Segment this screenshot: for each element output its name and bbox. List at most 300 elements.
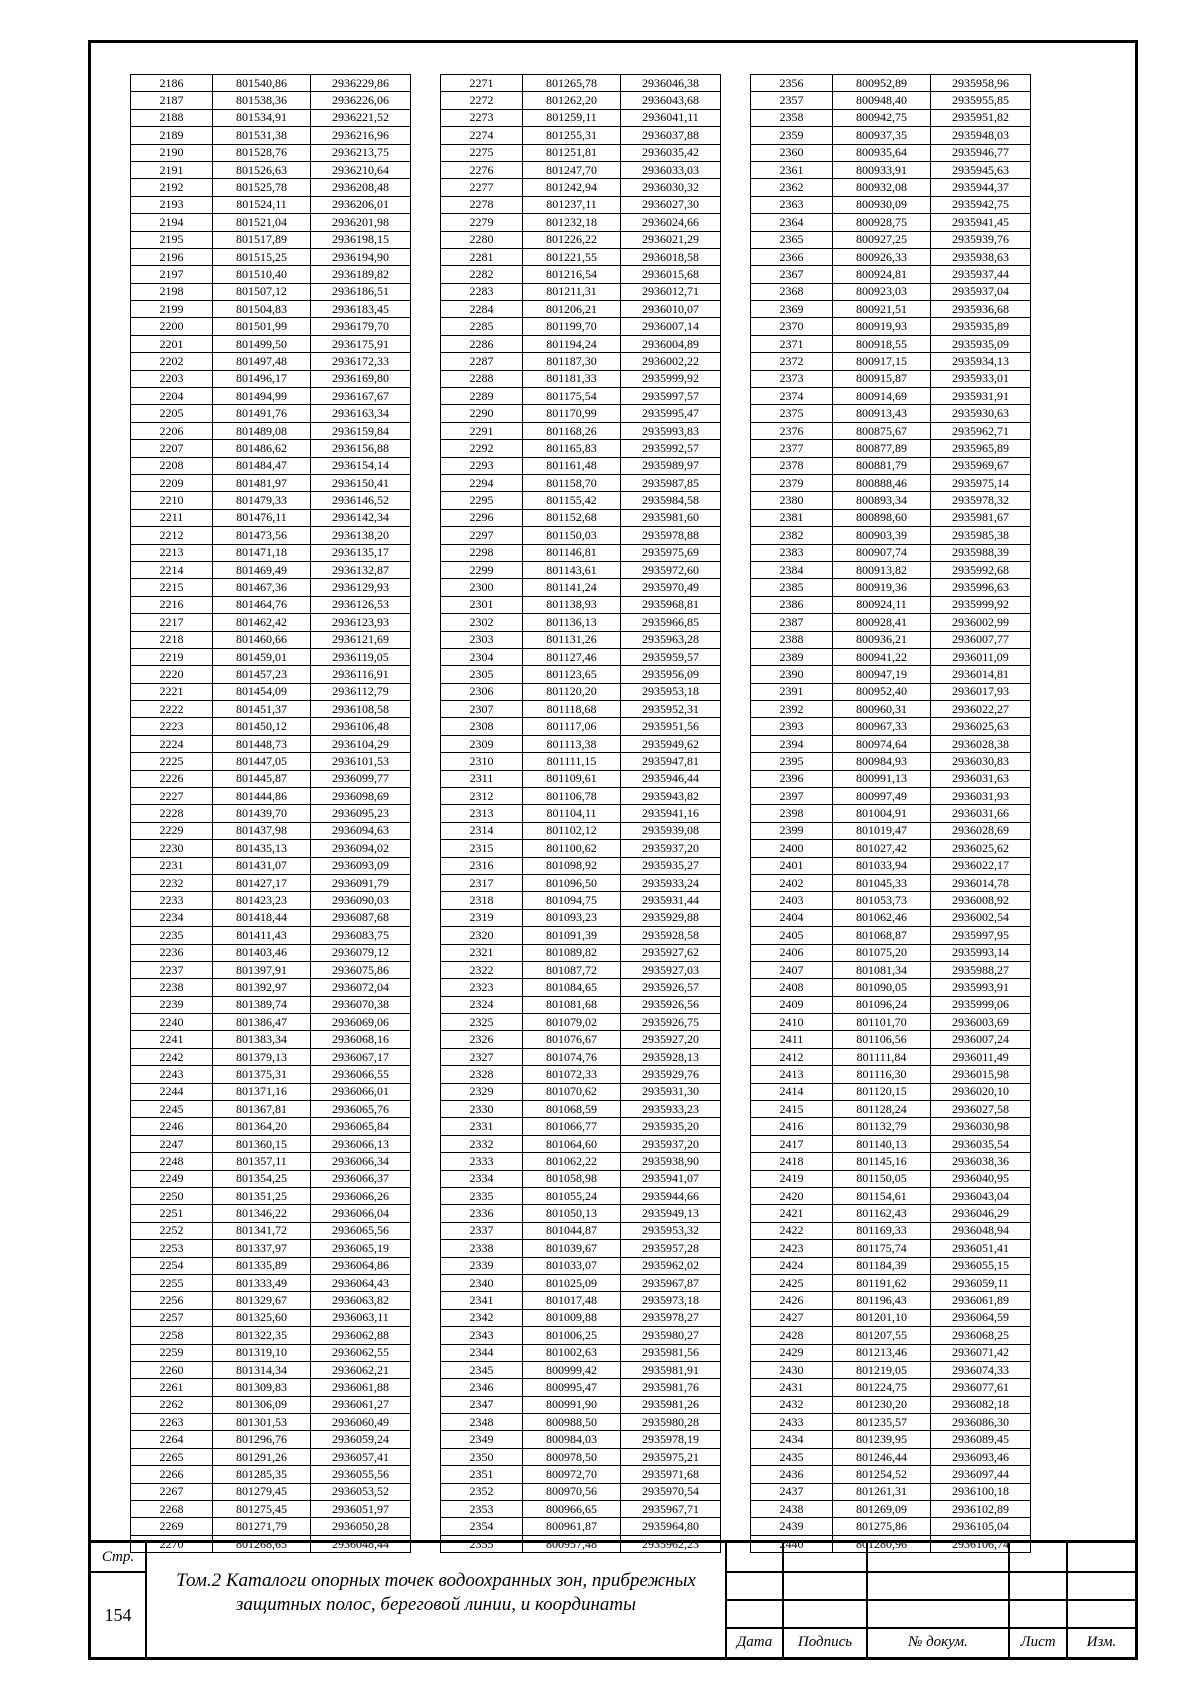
x-coordinate-cell: 801221,55	[523, 248, 621, 265]
table-row	[441, 492, 721, 509]
table-row	[131, 1257, 411, 1274]
x-coordinate-cell: 801418,44	[213, 909, 311, 926]
y-coordinate-cell: 2936175,91	[311, 335, 411, 352]
point-number-cell: 2435	[751, 1448, 833, 1465]
table-row	[131, 1153, 411, 1170]
x-coordinate-cell: 801448,73	[213, 735, 311, 752]
point-number-cell: 2269	[131, 1518, 213, 1535]
point-number-cell: 2198	[131, 283, 213, 300]
y-coordinate-cell: 2935962,23	[621, 1535, 721, 1552]
table-row	[131, 179, 411, 196]
point-number-cell: 2186	[131, 75, 213, 92]
x-coordinate-cell: 801360,15	[213, 1135, 311, 1152]
table-row	[751, 179, 1031, 196]
y-coordinate-cell: 2936015,68	[621, 266, 721, 283]
point-number-cell: 2189	[131, 127, 213, 144]
point-number-cell: 2364	[751, 214, 833, 231]
x-coordinate-cell: 801004,91	[833, 805, 931, 822]
y-coordinate-cell: 2935935,20	[621, 1118, 721, 1135]
point-number-cell: 2356	[751, 75, 833, 92]
y-coordinate-cell: 2936132,87	[311, 561, 411, 578]
y-coordinate-cell: 2936064,59	[931, 1309, 1031, 1326]
x-coordinate-cell: 800898,60	[833, 509, 931, 526]
table-row	[751, 1083, 1031, 1100]
x-coordinate-cell: 801219,05	[833, 1361, 931, 1378]
x-coordinate-cell: 800881,79	[833, 457, 931, 474]
revision-cell	[868, 1573, 1010, 1601]
table-row	[131, 770, 411, 787]
x-coordinate-cell: 801467,36	[213, 579, 311, 596]
x-coordinate-cell: 801033,94	[833, 857, 931, 874]
y-coordinate-cell: 2936098,69	[311, 788, 411, 805]
point-number-cell: 2287	[441, 353, 523, 370]
point-number-cell: 2393	[751, 718, 833, 735]
y-coordinate-cell: 2936061,89	[931, 1292, 1031, 1309]
table-row	[441, 248, 721, 265]
table-row	[441, 666, 721, 683]
point-number-cell: 2299	[441, 561, 523, 578]
y-coordinate-cell: 2935984,58	[621, 492, 721, 509]
point-number-cell: 2230	[131, 840, 213, 857]
x-coordinate-cell: 800875,67	[833, 422, 931, 439]
y-coordinate-cell: 2935967,87	[621, 1274, 721, 1291]
x-coordinate-cell: 800999,42	[523, 1361, 621, 1378]
table-row	[441, 561, 721, 578]
y-coordinate-cell: 2935981,76	[621, 1379, 721, 1396]
table-row	[751, 1344, 1031, 1361]
x-coordinate-cell: 800997,49	[833, 788, 931, 805]
table-row	[751, 683, 1031, 700]
x-coordinate-cell: 801439,70	[213, 805, 311, 822]
point-number-cell: 2200	[131, 318, 213, 335]
x-coordinate-cell: 801435,13	[213, 840, 311, 857]
point-number-cell: 2286	[441, 335, 523, 352]
point-number-cell: 2355	[441, 1535, 523, 1552]
y-coordinate-cell: 2936012,71	[621, 283, 721, 300]
point-number-cell: 2399	[751, 822, 833, 839]
point-number-cell: 2412	[751, 1048, 833, 1065]
point-number-cell: 2294	[441, 474, 523, 491]
point-number-cell: 2350	[441, 1448, 523, 1465]
table-row	[441, 422, 721, 439]
point-number-cell: 2384	[751, 561, 833, 578]
point-number-cell: 2240	[131, 1014, 213, 1031]
x-coordinate-cell: 801333,49	[213, 1274, 311, 1291]
table-row	[751, 1518, 1031, 1535]
x-coordinate-cell: 801145,16	[833, 1153, 931, 1170]
point-number-cell: 2440	[751, 1535, 833, 1552]
table-row	[751, 214, 1031, 231]
x-coordinate-cell: 801451,37	[213, 701, 311, 718]
y-coordinate-cell: 2936123,93	[311, 614, 411, 631]
x-coordinate-cell: 801301,53	[213, 1414, 311, 1431]
y-coordinate-cell: 2936206,01	[311, 196, 411, 213]
table-row	[441, 1379, 721, 1396]
y-coordinate-cell: 2936068,25	[931, 1327, 1031, 1344]
point-number-cell: 2318	[441, 892, 523, 909]
x-coordinate-cell: 801319,10	[213, 1344, 311, 1361]
table-row	[441, 1205, 721, 1222]
x-coordinate-cell: 801510,40	[213, 266, 311, 283]
y-coordinate-cell: 2936030,32	[621, 179, 721, 196]
y-coordinate-cell: 2936065,76	[311, 1101, 411, 1118]
x-coordinate-cell: 801479,33	[213, 492, 311, 509]
y-coordinate-cell: 2935937,44	[931, 266, 1031, 283]
point-number-cell: 2235	[131, 927, 213, 944]
x-coordinate-cell: 801152,68	[523, 509, 621, 526]
point-number-cell: 2382	[751, 527, 833, 544]
x-coordinate-cell: 801367,81	[213, 1101, 311, 1118]
y-coordinate-cell: 2936087,68	[311, 909, 411, 926]
x-coordinate-cell: 801111,84	[833, 1048, 931, 1065]
x-coordinate-cell: 801251,81	[523, 144, 621, 161]
point-number-cell: 2388	[751, 631, 833, 648]
table-row	[441, 440, 721, 457]
table-row	[131, 1466, 411, 1483]
point-number-cell: 2404	[751, 909, 833, 926]
point-number-cell: 2381	[751, 509, 833, 526]
x-coordinate-cell: 800914,69	[833, 388, 931, 405]
table-row	[131, 561, 411, 578]
point-number-cell: 2426	[751, 1292, 833, 1309]
y-coordinate-cell: 2935942,75	[931, 196, 1031, 213]
table-row	[441, 92, 721, 109]
x-coordinate-cell: 801138,93	[523, 596, 621, 613]
x-coordinate-cell: 801150,05	[833, 1170, 931, 1187]
y-coordinate-cell: 2935969,67	[931, 457, 1031, 474]
point-number-cell: 2369	[751, 301, 833, 318]
table-row	[441, 579, 721, 596]
x-coordinate-cell: 801491,76	[213, 405, 311, 422]
x-coordinate-cell: 801068,87	[833, 927, 931, 944]
y-coordinate-cell: 2936066,55	[311, 1066, 411, 1083]
x-coordinate-cell: 800893,34	[833, 492, 931, 509]
point-number-cell: 2410	[751, 1014, 833, 1031]
table-row	[441, 805, 721, 822]
x-coordinate-cell: 801242,94	[523, 179, 621, 196]
table-row	[131, 1101, 411, 1118]
x-coordinate-cell: 801486,62	[213, 440, 311, 457]
x-coordinate-cell: 801517,89	[213, 231, 311, 248]
point-number-cell: 2232	[131, 874, 213, 891]
x-coordinate-cell: 801074,76	[523, 1048, 621, 1065]
point-number-cell: 2335	[441, 1188, 523, 1205]
y-coordinate-cell: 2936069,06	[311, 1014, 411, 1031]
y-coordinate-cell: 2936070,38	[311, 996, 411, 1013]
x-coordinate-cell: 801411,43	[213, 927, 311, 944]
y-coordinate-cell: 2936095,23	[311, 805, 411, 822]
x-coordinate-cell: 800913,43	[833, 405, 931, 422]
table-row	[751, 840, 1031, 857]
table-row	[441, 770, 721, 787]
point-number-cell: 2307	[441, 701, 523, 718]
y-coordinate-cell: 2935980,27	[621, 1327, 721, 1344]
point-number-cell: 2250	[131, 1188, 213, 1205]
table-row	[131, 1118, 411, 1135]
table-row	[751, 109, 1031, 126]
point-number-cell: 2377	[751, 440, 833, 457]
table-row	[131, 1031, 411, 1048]
point-number-cell: 2407	[751, 961, 833, 978]
table-row	[441, 266, 721, 283]
y-coordinate-cell: 2935978,88	[621, 527, 721, 544]
point-number-cell: 2271	[441, 75, 523, 92]
table-row	[131, 1135, 411, 1152]
point-number-cell: 2273	[441, 109, 523, 126]
y-coordinate-cell: 2935934,13	[931, 353, 1031, 370]
point-number-cell: 2347	[441, 1396, 523, 1413]
x-coordinate-cell: 801392,97	[213, 979, 311, 996]
x-coordinate-cell: 801275,86	[833, 1518, 931, 1535]
y-coordinate-cell: 2936146,52	[311, 492, 411, 509]
revision-cell	[727, 1601, 784, 1629]
table-row	[131, 92, 411, 109]
y-coordinate-cell: 2935995,47	[621, 405, 721, 422]
x-coordinate-cell: 800974,64	[833, 735, 931, 752]
revision-cell	[784, 1543, 868, 1573]
y-coordinate-cell: 2936038,36	[931, 1153, 1031, 1170]
x-coordinate-cell: 801094,75	[523, 892, 621, 909]
point-number-cell: 2330	[441, 1101, 523, 1118]
y-coordinate-cell: 2936010,07	[621, 301, 721, 318]
y-coordinate-cell: 2936021,29	[621, 231, 721, 248]
table-row	[751, 561, 1031, 578]
x-coordinate-cell: 801379,13	[213, 1048, 311, 1065]
table-row	[131, 318, 411, 335]
table-row	[751, 1240, 1031, 1257]
point-number-cell: 2265	[131, 1448, 213, 1465]
point-number-cell: 2403	[751, 892, 833, 909]
point-number-cell: 2255	[131, 1274, 213, 1291]
point-number-cell: 2260	[131, 1361, 213, 1378]
y-coordinate-cell: 2936082,18	[931, 1396, 1031, 1413]
y-coordinate-cell: 2936066,04	[311, 1205, 411, 1222]
table-row	[131, 979, 411, 996]
point-number-cell: 2228	[131, 805, 213, 822]
x-coordinate-cell: 801150,03	[523, 527, 621, 544]
y-coordinate-cell: 2936051,41	[931, 1240, 1031, 1257]
title-block	[91, 1540, 1135, 1657]
table-row	[441, 1118, 721, 1135]
x-coordinate-cell: 800960,31	[833, 701, 931, 718]
x-coordinate-cell: 800942,75	[833, 109, 931, 126]
page-label: Стр.	[91, 1543, 147, 1573]
y-coordinate-cell: 2935992,68	[931, 561, 1031, 578]
point-number-cell: 2282	[441, 266, 523, 283]
y-coordinate-cell: 2935978,27	[621, 1309, 721, 1326]
x-coordinate-cell: 801053,73	[833, 892, 931, 909]
date-header: Дата	[727, 1629, 784, 1657]
y-coordinate-cell: 2936208,48	[311, 179, 411, 196]
y-coordinate-cell: 2936169,80	[311, 370, 411, 387]
x-coordinate-cell: 801464,76	[213, 596, 311, 613]
x-coordinate-cell: 801050,13	[523, 1205, 621, 1222]
point-number-cell: 2229	[131, 822, 213, 839]
y-coordinate-cell: 2935945,63	[931, 161, 1031, 178]
table-row	[751, 822, 1031, 839]
table-row	[751, 666, 1031, 683]
y-coordinate-cell: 2936055,15	[931, 1257, 1031, 1274]
table-row	[441, 1448, 721, 1465]
point-number-cell: 2340	[441, 1274, 523, 1291]
table-row	[131, 1083, 411, 1100]
x-coordinate-cell: 801314,34	[213, 1361, 311, 1378]
table-row	[131, 579, 411, 596]
x-coordinate-cell: 801254,52	[833, 1466, 931, 1483]
table-row	[751, 527, 1031, 544]
table-row	[751, 944, 1031, 961]
table-row	[751, 1257, 1031, 1274]
point-number-cell: 2419	[751, 1170, 833, 1187]
point-number-cell: 2416	[751, 1118, 833, 1135]
table-row	[751, 1396, 1031, 1413]
table-row	[751, 1414, 1031, 1431]
table-row	[751, 144, 1031, 161]
table-row	[751, 1448, 1031, 1465]
x-coordinate-cell: 801255,31	[523, 127, 621, 144]
point-number-cell: 2312	[441, 788, 523, 805]
y-coordinate-cell: 2935935,89	[931, 318, 1031, 335]
table-row	[751, 718, 1031, 735]
point-number-cell: 2309	[441, 735, 523, 752]
x-coordinate-cell: 801265,78	[523, 75, 621, 92]
table-row	[131, 527, 411, 544]
y-coordinate-cell: 2936031,63	[931, 770, 1031, 787]
y-coordinate-cell: 2936007,77	[931, 631, 1031, 648]
table-row	[751, 1048, 1031, 1065]
table-row	[441, 927, 721, 944]
point-number-cell: 2409	[751, 996, 833, 1013]
y-coordinate-cell: 2936091,79	[311, 874, 411, 891]
y-coordinate-cell: 2936189,82	[311, 266, 411, 283]
x-coordinate-cell: 801090,05	[833, 979, 931, 996]
revision-cell	[1010, 1543, 1068, 1573]
point-number-cell: 2313	[441, 805, 523, 822]
point-number-cell: 2291	[441, 422, 523, 439]
x-coordinate-cell: 801155,42	[523, 492, 621, 509]
y-coordinate-cell: 2936040,95	[931, 1170, 1031, 1187]
y-coordinate-cell: 2936065,56	[311, 1222, 411, 1239]
x-coordinate-cell: 801471,18	[213, 544, 311, 561]
point-number-cell: 2321	[441, 944, 523, 961]
table-row	[131, 248, 411, 265]
table-row	[441, 631, 721, 648]
point-number-cell: 2337	[441, 1222, 523, 1239]
y-coordinate-cell: 2936027,30	[621, 196, 721, 213]
table-row	[751, 1188, 1031, 1205]
point-number-cell: 2268	[131, 1501, 213, 1518]
y-coordinate-cell: 2935987,85	[621, 474, 721, 491]
y-coordinate-cell: 2936053,52	[311, 1483, 411, 1500]
x-coordinate-cell: 801525,78	[213, 179, 311, 196]
point-number-cell: 2398	[751, 805, 833, 822]
point-number-cell: 2211	[131, 509, 213, 526]
table-row	[751, 579, 1031, 596]
point-number-cell: 2293	[441, 457, 523, 474]
y-coordinate-cell: 2936083,75	[311, 927, 411, 944]
x-coordinate-cell: 800924,11	[833, 596, 931, 613]
x-coordinate-cell: 800948,40	[833, 92, 931, 109]
x-coordinate-cell: 801528,76	[213, 144, 311, 161]
y-coordinate-cell: 2936024,66	[621, 214, 721, 231]
table-row	[751, 753, 1031, 770]
x-coordinate-cell: 800923,03	[833, 283, 931, 300]
point-number-cell: 2433	[751, 1414, 833, 1431]
x-coordinate-cell: 801275,45	[213, 1501, 311, 1518]
table-row	[441, 1257, 721, 1274]
x-coordinate-cell: 801450,12	[213, 718, 311, 735]
table-row	[131, 1518, 411, 1535]
x-coordinate-cell: 801296,76	[213, 1431, 311, 1448]
table-row	[751, 909, 1031, 926]
y-coordinate-cell: 2936159,84	[311, 422, 411, 439]
table-row	[751, 614, 1031, 631]
y-coordinate-cell: 2936057,41	[311, 1448, 411, 1465]
x-coordinate-cell: 801259,11	[523, 109, 621, 126]
y-coordinate-cell: 2936017,93	[931, 683, 1031, 700]
point-number-cell: 2352	[441, 1483, 523, 1500]
x-coordinate-cell: 801375,31	[213, 1066, 311, 1083]
point-number-cell: 2387	[751, 614, 833, 631]
y-coordinate-cell: 2935975,69	[621, 544, 721, 561]
x-coordinate-cell: 800913,82	[833, 561, 931, 578]
point-number-cell: 2301	[441, 596, 523, 613]
point-number-cell: 2392	[751, 701, 833, 718]
table-row	[751, 1135, 1031, 1152]
point-number-cell: 2430	[751, 1361, 833, 1378]
table-row	[751, 1014, 1031, 1031]
y-coordinate-cell: 2935943,82	[621, 788, 721, 805]
y-coordinate-cell: 2936216,96	[311, 127, 411, 144]
x-coordinate-cell: 801143,61	[523, 561, 621, 578]
x-coordinate-cell: 801504,83	[213, 301, 311, 318]
x-coordinate-cell: 801246,44	[833, 1448, 931, 1465]
point-number-cell: 2351	[441, 1466, 523, 1483]
point-number-cell: 2212	[131, 527, 213, 544]
y-coordinate-cell: 2936093,46	[931, 1448, 1031, 1465]
table-row	[131, 353, 411, 370]
table-row	[131, 805, 411, 822]
table-row	[441, 161, 721, 178]
revision-cell	[868, 1601, 1010, 1629]
x-coordinate-cell: 801109,61	[523, 770, 621, 787]
x-coordinate-cell: 801460,66	[213, 631, 311, 648]
point-number-cell: 2339	[441, 1257, 523, 1274]
y-coordinate-cell: 2935981,67	[931, 509, 1031, 526]
x-coordinate-cell: 801335,89	[213, 1257, 311, 1274]
table-row	[131, 1448, 411, 1465]
point-number-cell: 2203	[131, 370, 213, 387]
point-number-cell: 2424	[751, 1257, 833, 1274]
table-row	[751, 770, 1031, 787]
x-coordinate-cell: 801002,63	[523, 1344, 621, 1361]
coordinates-table-1	[130, 74, 411, 1553]
point-number-cell: 2296	[441, 509, 523, 526]
x-coordinate-cell: 801196,43	[833, 1292, 931, 1309]
y-coordinate-cell: 2936106,74	[931, 1535, 1031, 1552]
y-coordinate-cell: 2935970,54	[621, 1483, 721, 1500]
y-coordinate-cell: 2936062,88	[311, 1327, 411, 1344]
x-coordinate-cell: 800877,89	[833, 440, 931, 457]
table-row	[131, 109, 411, 126]
x-coordinate-cell: 801117,06	[523, 718, 621, 735]
table-row	[441, 127, 721, 144]
point-number-cell: 2199	[131, 301, 213, 318]
table-row	[441, 1518, 721, 1535]
table-row	[441, 718, 721, 735]
y-coordinate-cell: 2936035,54	[931, 1135, 1031, 1152]
y-coordinate-cell: 2936031,93	[931, 788, 1031, 805]
